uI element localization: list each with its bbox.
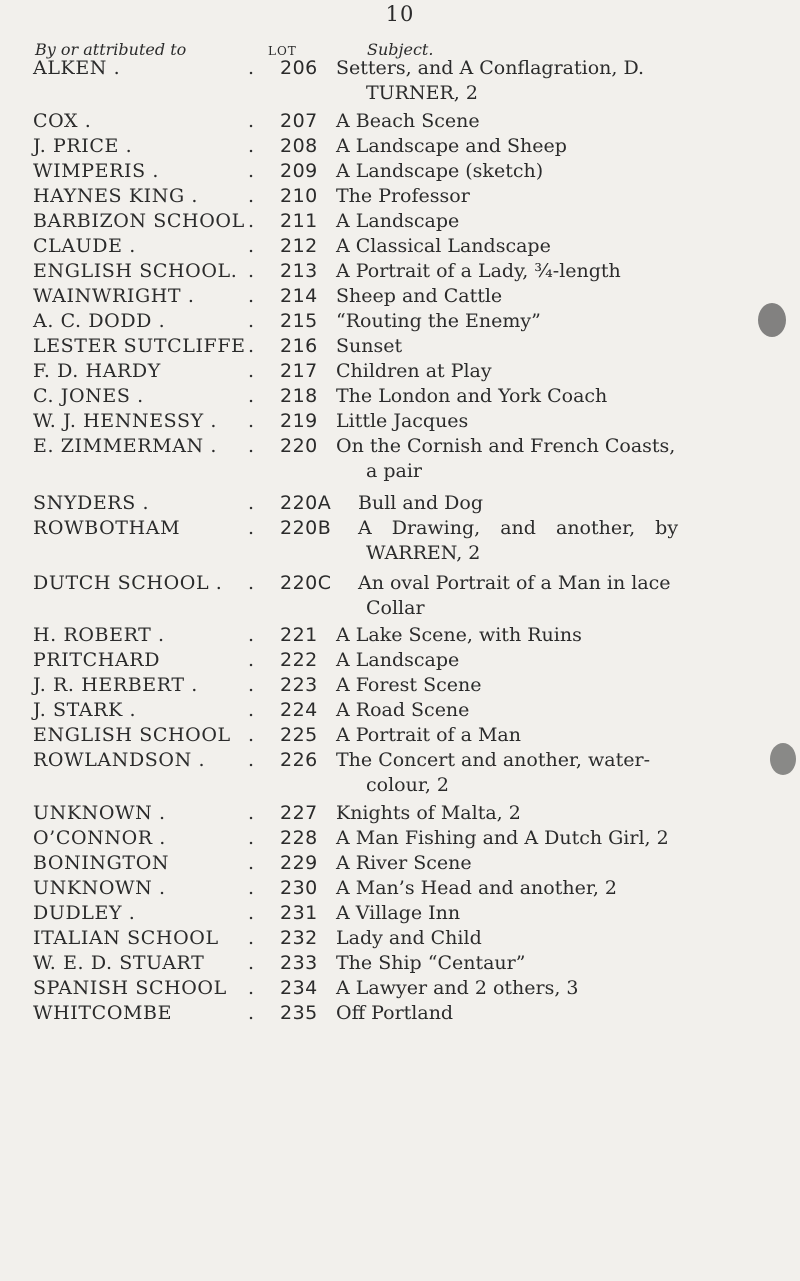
catalogue-entry [0,925,800,951]
lot-number: 235 [280,1002,318,1024]
artist-name: J. PRICE . [33,135,133,157]
artist-name: BARBIZON SCHOOL [33,210,245,232]
artist-name: ALKEN . [33,57,121,79]
lot-number: 211 [280,210,318,232]
artist-name: W. J. HENNESSY . [33,410,217,432]
lot-number: 227 [280,802,318,824]
catalogue-entry [0,515,800,541]
catalogue-entry-continuation [0,80,800,106]
artist-name: DUDLEY . [33,902,136,924]
catalogue-entry [0,722,800,748]
catalogue-entry [0,490,800,516]
lot-number: 232 [280,927,318,949]
leader-dot: . [248,977,255,999]
artist-name: W. E. D. STUART [33,952,205,974]
subject-title: A Landscape (sketch) [336,160,544,182]
subject-title: A Man Fishing and A Dutch Girl, 2 [336,827,669,849]
lot-number: 216 [280,335,318,357]
leader-dot: . [248,385,255,407]
subject-title: A Road Scene [336,699,470,721]
lot-number: 223 [280,674,318,696]
subject-title: A River Scene [336,852,472,874]
leader-dot: . [248,210,255,232]
subject-title: Little Jacques [336,410,469,432]
subject-title: A Lawyer and 2 others, 3 [336,977,579,999]
subject-title: The Professor [336,185,470,207]
subject-title: A Village Inn [336,902,461,924]
artist-name: C. JONES . [33,385,144,407]
artist-name: ENGLISH SCHOOL [33,724,231,746]
subject-title: A Portrait of a Lady, ¾-length [336,260,621,282]
artist-name: DUTCH SCHOOL . [33,572,223,594]
catalogue-entry [0,747,800,773]
leader-dot: . [248,927,255,949]
subject-title: “Routing the Enemy” [336,310,541,332]
leader-dot: . [248,410,255,432]
leader-dot: . [248,285,255,307]
catalogue-entry [0,697,800,723]
subject-title: Knights of Malta, 2 [336,802,521,824]
lot-number: 220C [280,572,332,594]
lot-number: 215 [280,310,318,332]
artist-name: PRITCHARD [33,649,161,671]
subject-title: A Forest Scene [336,674,482,696]
catalogue-entry [0,672,800,698]
subject-continuation: Collar [366,597,425,619]
artist-name: J. STARK . [33,699,137,721]
subject-title: The Concert and another, water- [336,749,650,771]
lot-number: 220A [280,492,332,514]
leader-dot: . [248,517,255,539]
catalogue-entry [0,825,800,851]
subject-title: Sheep and Cattle [336,285,503,307]
catalogue-entry [0,108,800,134]
header-attribution: By or attributed to [35,40,187,59]
subject-title: Children at Play [336,360,492,382]
page-number: 10 [385,2,415,26]
catalogue-entry [0,333,800,359]
leader-dot: . [248,649,255,671]
artist-name: HAYNES KING . [33,185,198,207]
artist-name: BONINGTON [33,852,170,874]
subject-title: A Landscape and Sheep [336,135,567,157]
lot-number: 217 [280,360,318,382]
artist-name: E. ZIMMERMAN . [33,435,218,457]
artist-name: UNKNOWN . [33,802,166,824]
subject-continuation: WARREN, 2 [366,542,481,564]
catalogue-entry [0,975,800,1001]
lot-number: 234 [280,977,318,999]
leader-dot: . [248,435,255,457]
lot-number: 218 [280,385,318,407]
artist-name: ENGLISH SCHOOL. [33,260,238,282]
subject-title: The Ship “Centaur” [336,952,526,974]
leader-dot: . [248,335,255,357]
lot-number: 210 [280,185,318,207]
lot-number: 225 [280,724,318,746]
catalogue-entry [0,308,800,334]
catalogue-entry [0,358,800,384]
lot-number: 228 [280,827,318,849]
lot-number: 220 [280,435,318,457]
artist-name: SNYDERS . [33,492,150,514]
leader-dot: . [248,902,255,924]
artist-name: COX . [33,110,92,132]
subject-title: Off Portland [336,1002,454,1024]
artist-name: WIMPERIS . [33,160,160,182]
subject-title: A Man’s Head and another, 2 [336,877,618,899]
leader-dot: . [248,110,255,132]
subject-continuation: a pair [366,460,423,482]
subject-title: Sunset [336,335,403,357]
subject-title: The London and York Coach [336,385,608,407]
catalogue-entry [0,1000,800,1026]
artist-name: ITALIAN SCHOOL [33,927,219,949]
leader-dot: . [248,260,255,282]
artist-name: O’CONNOR . [33,827,166,849]
catalogue-entry-continuation [0,595,800,621]
artist-name: CLAUDE . [33,235,136,257]
subject-title: Setters, and A Conflagration, D. [336,57,645,79]
catalogue-entry [0,258,800,284]
catalogue-entry [0,208,800,234]
catalogue-entry [0,433,800,459]
lot-number: 208 [280,135,318,157]
catalogue-entry [0,408,800,434]
catalogue-entry [0,183,800,209]
catalogue-entry [0,133,800,159]
catalogue-entry [0,622,800,648]
subject-title: A Drawing, and another, by [358,517,679,539]
lot-number: 233 [280,952,318,974]
leader-dot: . [248,1002,255,1024]
subject-title: A Lake Scene, with Ruins [336,624,582,646]
lot-number: 207 [280,110,318,132]
artist-name: J. R. HERBERT . [33,674,198,696]
catalogue-entry [0,647,800,673]
lot-number: 212 [280,235,318,257]
leader-dot: . [248,877,255,899]
leader-dot: . [248,492,255,514]
leader-dot: . [248,135,255,157]
artist-name: WHITCOMBE [33,1002,173,1024]
subject-title: An oval Portrait of a Man in lace [358,572,671,594]
subject-title: A Portrait of a Man [336,724,521,746]
subject-title: A Classical Landscape [336,235,551,257]
leader-dot: . [248,160,255,182]
lot-number: 230 [280,877,318,899]
leader-dot: . [248,699,255,721]
subject-continuation: TURNER, 2 [366,82,478,104]
catalogue-entry-continuation [0,540,800,566]
catalogue-entry [0,283,800,309]
leader-dot: . [248,310,255,332]
lot-number: 222 [280,649,318,671]
lot-number: 213 [280,260,318,282]
catalogue-entry [0,55,800,81]
subject-title: A Landscape [336,210,460,232]
leader-dot: . [248,572,255,594]
artist-name: ROWBOTHAM [33,517,181,539]
lot-number: 229 [280,852,318,874]
header-subject: Subject. [367,40,434,59]
leader-dot: . [248,235,255,257]
leader-dot: . [248,185,255,207]
ink-stain-mark [758,303,786,337]
leader-dot: . [248,952,255,974]
catalogue-entry-continuation [0,458,800,484]
artist-name: F. D. HARDY [33,360,161,382]
lot-number: 214 [280,285,318,307]
catalogue-entry [0,570,800,596]
leader-dot: . [248,674,255,696]
lot-number: 206 [280,57,318,79]
catalogue-entry [0,950,800,976]
subject-title: A Beach Scene [336,110,480,132]
subject-title: Bull and Dog [358,492,483,514]
leader-dot: . [248,802,255,824]
lot-number: 209 [280,160,318,182]
artist-name: ROWLANDSON . [33,749,206,771]
subject-continuation: colour, 2 [366,774,449,796]
leader-dot: . [248,624,255,646]
subject-title: Lady and Child [336,927,482,949]
lot-number: 219 [280,410,318,432]
catalogue-entry [0,800,800,826]
leader-dot: . [248,360,255,382]
artist-name: A. C. DODD . [33,310,166,332]
catalogue-entry-continuation [0,772,800,798]
artist-name: UNKNOWN . [33,877,166,899]
leader-dot: . [248,827,255,849]
catalogue-entry [0,158,800,184]
leader-dot: . [248,724,255,746]
catalogue-entry [0,850,800,876]
leader-dot: . [248,57,255,79]
artist-name: H. ROBERT . [33,624,165,646]
catalogue-entry [0,900,800,926]
header-lot: LOT [268,44,297,58]
artist-name: LESTER SUTCLIFFE [33,335,246,357]
artist-name: WAINWRIGHT . [33,285,195,307]
artist-name: SPANISH SCHOOL [33,977,227,999]
ink-stain-mark [770,743,796,775]
lot-number: 226 [280,749,318,771]
leader-dot: . [248,852,255,874]
catalogue-entry [0,383,800,409]
subject-title: On the Cornish and French Coasts, [336,435,676,457]
lot-number: 224 [280,699,318,721]
subject-title: A Landscape [336,649,460,671]
lot-number: 221 [280,624,318,646]
lot-number: 220B [280,517,332,539]
catalogue-entry [0,875,800,901]
catalogue-entry [0,233,800,259]
lot-number: 231 [280,902,318,924]
leader-dot: . [248,749,255,771]
